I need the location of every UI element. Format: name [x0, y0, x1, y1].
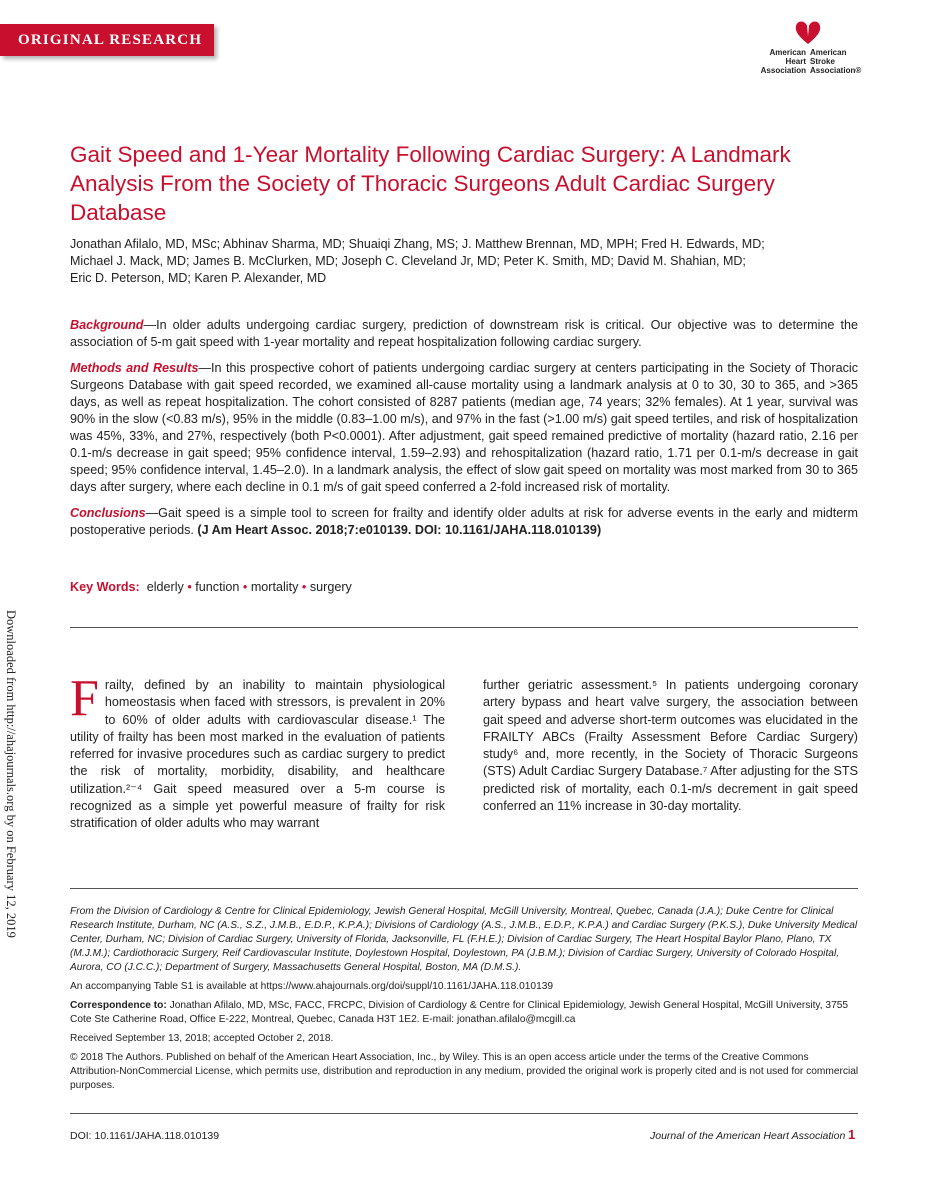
citation: (J Am Heart Assoc. 2018;7:e010139. DOI: 10.1161/JAHA.118.010139) — [197, 523, 602, 537]
keyword: elderly — [146, 580, 184, 594]
article-notes — [70, 905, 860, 1098]
methods-text: —In this prospective cohort of patients undergoing cardiac surgery at centers participating in the Society of Thoracic Surgeons Database with gait speed recorded, we examined all-cause mortality using a landmark analysis at 0 to 30, 30 to 365, and >365 days, as well as repeat hospitalization. The cohort consisted of 8287 patients (median age, 74 years; 32% females). At 1 year, survival was 90% in the slow (<0.83 m/s), 95% in the middle (0.83–1.00 m/s), and 97% in the fast (>1.00 m/s) gait speed tertiles, and risk of hospitalization was 45%, 33%, and 27%, respectively (both P<0.0001). After adjustment, gait speed remained predictive of mortality (hazard ratio, 2.16 per 0.1-m/s decrease in gait speed; 95% confidence interval, 1.59–2.93) and rehospitalization (hazard ratio, 1.71 per 0.1-m/s decrease in gait speed; 95% confidence interval, 1.45–2.0). In a landmark analysis, the effect of slow gait speed on mortality was most marked from 30 to 365 days after surgery, where each decline in 0.1 m/s of gait speed conferred a 2-fold increased risk of mortality. — [70, 361, 858, 494]
dropcap: F — [70, 670, 99, 727]
keyword-separator: • — [187, 580, 192, 594]
notes-divider — [70, 888, 858, 889]
authors-line: Jonathan Afilalo, MD, MSc; Abhinav Sharma, MD; Shuaiqi Zhang, MS; J. Matthew Brennan, MD, MPH; Fred H. Edwards, MD; — [70, 237, 765, 251]
keyword: mortality — [250, 580, 299, 594]
abstract-conclusions — [70, 505, 858, 539]
background-label: Background — [70, 318, 144, 332]
keyword-separator: • — [242, 580, 248, 594]
aha-logo — [754, 18, 864, 78]
affiliations: From the Division of Cardiology & Centre for Clinical Epidemiology, Jewish General Hospital, McGill University, Montreal, Quebec, Canada (J.A.); Duke Centre for Clinical Research Institute, Durham, NC (A.S., S.Z., J.M.B., E.D.P., K.P.A.); Divisions of Cardiology (A.S., J.M.B., E.D.P., K.P.A.) and Cardiac Surgery (P.K.S.), Duke University Medical Center, Durham, NC; Division of Cardiac Surgery, University of Florida, Jacksonville, FL (F.H.E.); Division of Cardiac Surgery, The Heart Hospital Baylor Plano, Plano, TX (M.J.M.); Cardiothoracic Surgery, Reif Cardiovascular Institute, Doylestown Hospital, Doylestown, PA (J.B.M.); Division of Cardiac Surgery, University of Colorado Hospital, Aurora, CO (J.C.C.); Department of Surgery, Massachusetts General Hospital, Boston, MA (D.M.S.). — [70, 906, 858, 973]
correspondence-text: Jonathan Afilalo, MD, MSc, FACC, FRCPC, Division of Cardiology & Centre for Clinical Epidemiology, Jewish General Hospital, McGill University, 3755 Cote Ste Catherine Road, Office E-222, Montreal, Quebec, Canada H3T 1E2. E-mail: jonathan.afilalo@mcgill.ca — [70, 1000, 849, 1025]
abstract-background — [70, 317, 858, 351]
body-column-left — [70, 670, 445, 833]
abstract — [70, 317, 858, 548]
download-sidebar — [3, 610, 33, 938]
correspondence — [70, 999, 860, 1027]
background-text: —In older adults undergoing cardiac surgery, prediction of downstream risk is critical. Our objective was to determine the association of 5-m gait speed with 1-year mortality and repeat hospitalization following cardiac surgery. — [70, 318, 858, 349]
correspondence-label: Correspondence to: — [70, 1000, 167, 1011]
page-number: 1 — [848, 1127, 856, 1142]
keyword-separator: • — [301, 580, 307, 594]
license-note: © 2018 The Authors. Published on behalf of the American Heart Association, Inc., by Wiley. This is an open access article under the terms of the Creative Commons Attribution-NonCommercial License, which permits use, distribution and reproduction in any medium, provided the original work is properly cited and is not used for commercial purposes. — [70, 1052, 859, 1091]
section-divider — [70, 627, 858, 628]
section-banner: ORIGINAL RESEARCH — [0, 24, 214, 56]
body-text-left: railty, defined by an inability to maintain physiological homeostasis when faced with stressors, is prevalent in 20% to 60% of older adults with cardiovascular disease.¹ The utility of frailty has been most marked in the evaluation of patients referred for invasive procedures such as cardiac surgery to predict the risk of mortality, morbidity, disability, and healthcare utilization.²⁻⁴ Gait speed measured over a 5-m course is recognized as a simple yet powerful measure of frailty for risk stratification of older adults who may warrant — [70, 678, 445, 831]
authors-line: Michael J. Mack, MD; James B. McClurken, MD; Joseph C. Cleveland Jr, MD; Peter K. Smith, MD; David M. Shahian, MD; — [70, 254, 746, 268]
footer-doi: DOI: 10.1161/JAHA.118.010139 — [70, 1130, 220, 1142]
footer-journal: Journal of the American Heart Association — [650, 1130, 846, 1142]
logo-heart-association-text: American Heart Association — [760, 48, 806, 75]
key-words — [70, 580, 352, 594]
methods-label: Methods and Results — [70, 361, 199, 375]
keyword: surgery — [309, 580, 352, 594]
keyword: function — [195, 580, 240, 594]
body-text-right: further geriatric assessment.⁵ In patients undergoing coronary artery bypass and heart valve surgery, the association between gait speed and adverse short-term outcomes was elucidated in the FRAILTY ABCs (Frailty Assessment Before Cardiac Surgery) study⁶ and, more recently, in the Society of Thoracic Surgeons (STS) Adult Cardiac Surgery Database.⁷ After adjusting for the STS predicted risk of mortality, each 0.1-m/s decrement in gait speed conferred an 11% increase in 30-day mortality. — [483, 678, 858, 814]
logo-stroke-association-text: American Stroke Association® — [810, 48, 862, 75]
key-words-label: Key Words: — [70, 580, 140, 594]
authors-line: Eric D. Peterson, MD; Karen P. Alexander, MD — [70, 271, 327, 285]
body-column-right — [483, 677, 858, 815]
footer-divider — [70, 1113, 858, 1114]
conclusions-text: —Gait speed is a simple tool to screen for frailty and identify older adults at risk for adverse events in the early and midterm postoperative periods. — [70, 506, 858, 537]
article-title: Gait Speed and 1-Year Mortality Following Cardiac Surgery: A Landmark Analysis From the Society of Thoracic Surgeons Adult Cardiac Surgery Database — [70, 142, 791, 225]
supplement-note: An accompanying Table S1 is available at https://www.ahajournals.org/doi/suppl/10.1161/JAHA.118.010139 — [70, 981, 554, 992]
download-notice: Downloaded from http://ahajournals.org by on February 12, 2019 — [4, 610, 18, 938]
conclusions-label: Conclusions — [70, 506, 146, 520]
author-list — [70, 236, 860, 287]
heart-torch-icon — [794, 18, 822, 46]
received-dates: Received September 13, 2018; accepted October 2, 2018. — [70, 1033, 334, 1044]
abstract-methods — [70, 360, 858, 496]
